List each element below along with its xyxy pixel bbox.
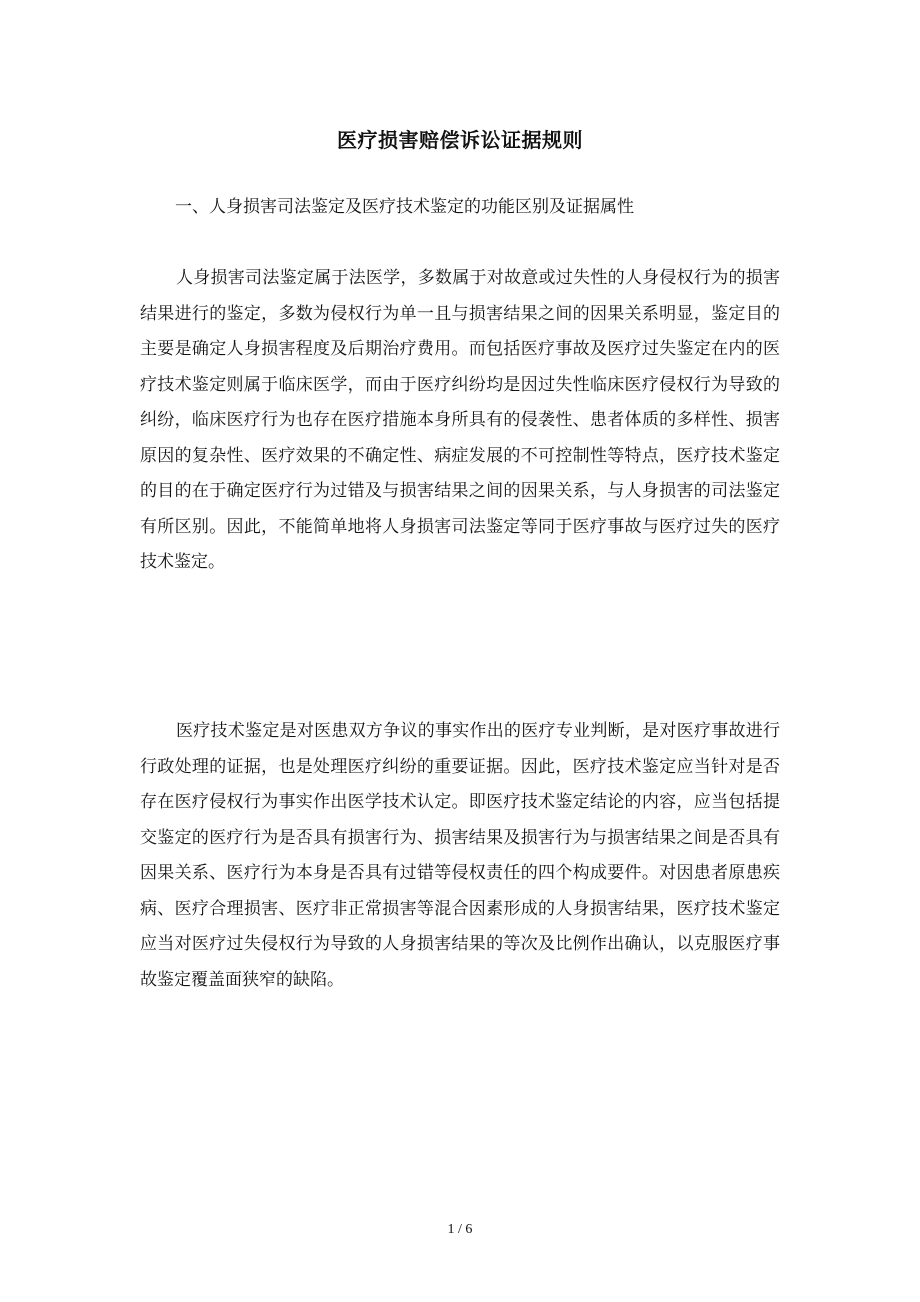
paragraph-2: 医疗技术鉴定是对医患双方争议的事实作出的医疗专业判断，是对医疗事故进行行政处理的证据，也是处理医疗纠纷的重要证据。因此，医疗技术鉴定应当针对是否存在医疗侵权行为事实作出医学技术认定。即医疗技术鉴定结论的内容，应当包括提交鉴定的医疗行为是否具有损害行为、损害结果及损害行为与损害结果之间是否具有因果关系、医疗行为本身是否具有过错等侵权责任的四个构成要件。对因患者原患疾病、医疗合理损害、医疗非正常损害等混合因素形成的人身损害结果，医疗技术鉴定应当对医疗过失侵权行为导致的人身损害结果的等次及比例作出确认，以克服医疗事故鉴定覆盖面狭窄的缺陷。	[140, 721, 780, 990]
paragraph-1: 人身损害司法鉴定属于法医学，多数属于对故意或过失性的人身侵权行为的损害结果进行的鉴定，多数为侵权行为单一且与损害结果之间的因果关系明显，鉴定目的主要是确定人身损害程度及后期治疗费用。而包括医疗事故及医疗过失鉴定在内的医疗技术鉴定则属于临床医学，而由于医疗纠纷均是因过失性临床医疗侵权行为导致的纠纷，临床医疗行为也存在医疗措施本身所具有的侵袭性、患者体质的多样性、损害原因的复杂性、医疗效果的不确定性、病症发展的不可控制性等特点，医疗技术鉴定的目的在于确定医疗行为过错及与损害结果之间的因果关系，与人身损害的司法鉴定有所区别。因此，不能简单地将人身损害司法鉴定等同于医疗事故与医疗过失的医疗技术鉴定。	[140, 268, 780, 572]
page-number: 1 / 6	[447, 1222, 473, 1237]
section-heading: 一、人身损害司法鉴定及医疗技术鉴定的功能区别及证据属性	[175, 197, 634, 217]
document-title: 医疗损害赔偿诉讼证据规则	[337, 128, 583, 152]
